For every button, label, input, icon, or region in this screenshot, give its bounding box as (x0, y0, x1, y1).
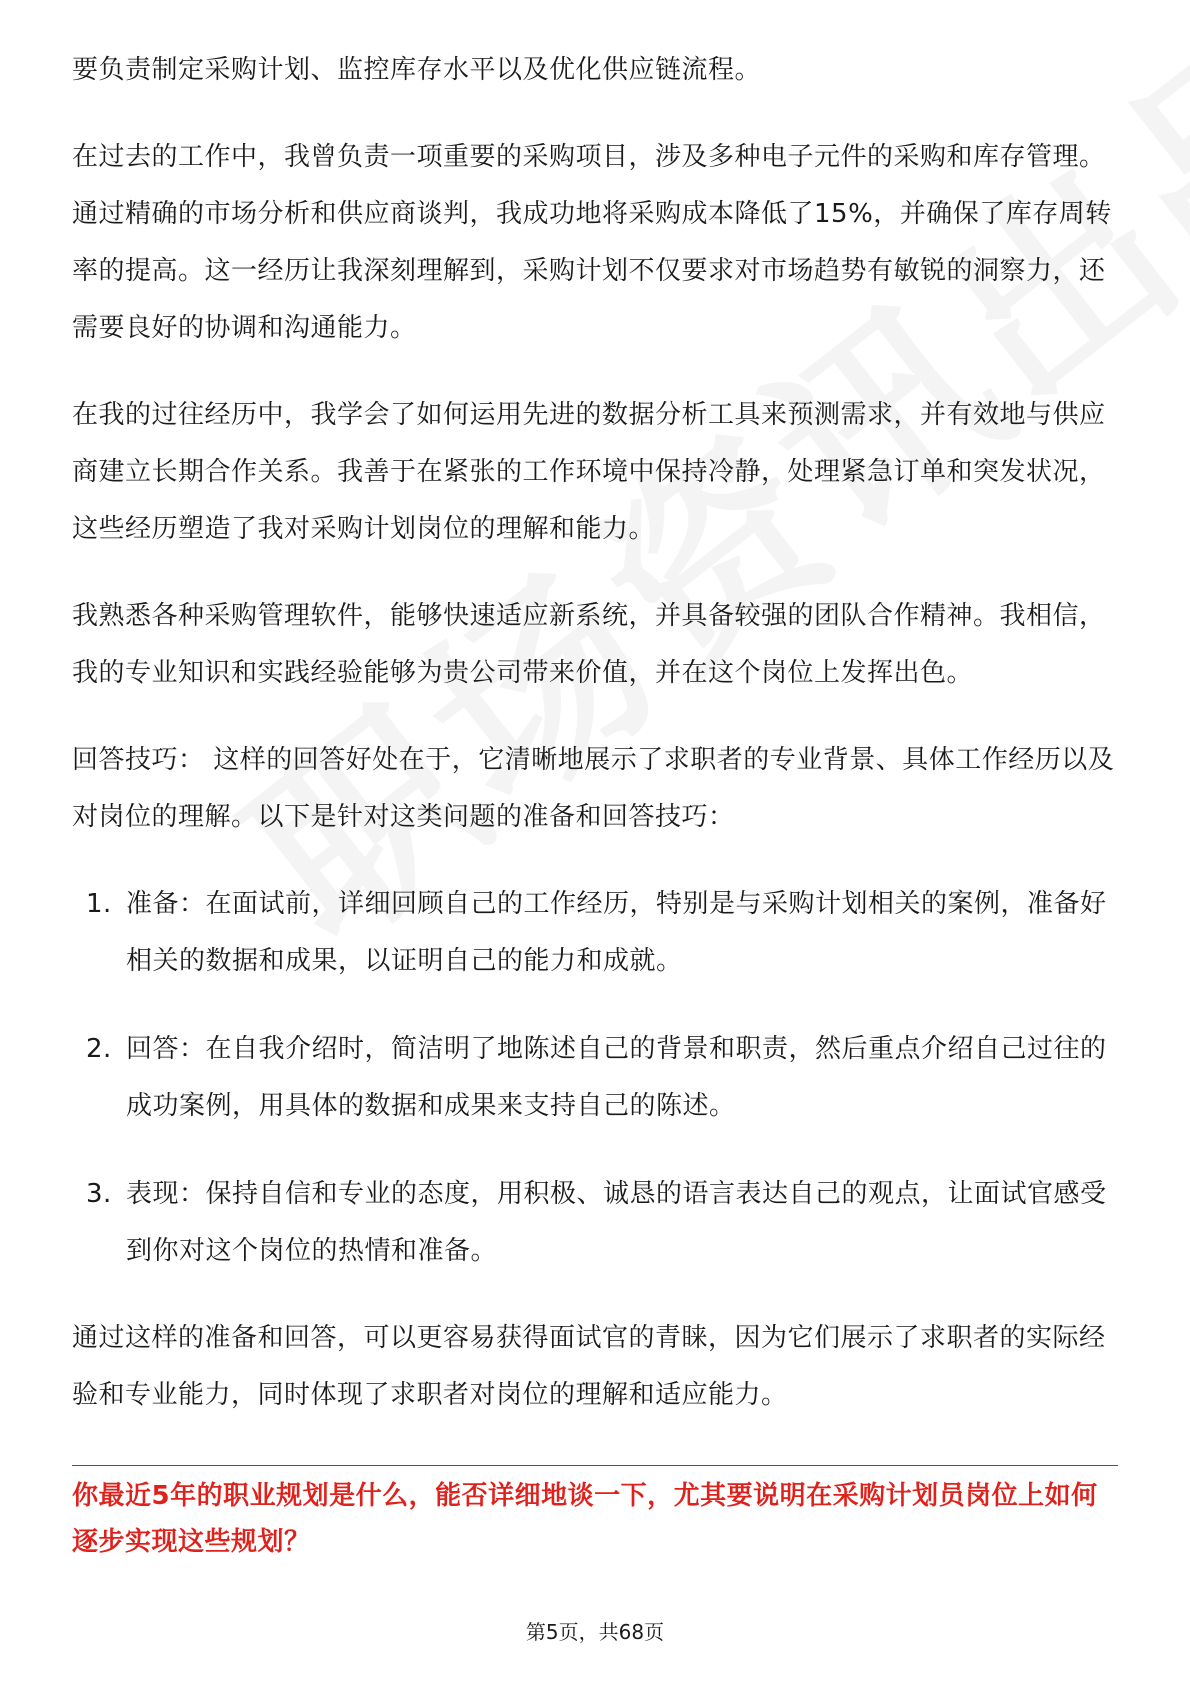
tips-list (72, 876, 1122, 1280)
list-item (72, 1021, 1122, 1135)
paragraph-closing: 我熟悉各种采购管理软件，能够快速适应新系统，并具备较强的团队合作精神。我相信，我的专业知识和实践经验能够为贵公司带来价值，并在这个岗位上发挥出色。 (72, 601, 1106, 688)
list-item (72, 1166, 1122, 1280)
paragraph-skills: 在我的过往经历中，我学会了如何运用先进的数据分析工具来预测需求，并有效地与供应商建立长期合作关系。我善于在紧张的工作环境中保持冷静，处理紧急订单和突发状况，这些经历塑造了我对采购计划岗位的理解和能力。 (72, 400, 1106, 544)
page-number: 第5页，共68页 (525, 1620, 665, 1644)
paragraph-summary: 通过这样的准备和回答，可以更容易获得面试官的青睐，因为它们展示了求职者的实际经验和专业能力，同时体现了求职者对岗位的理解和适应能力。 (72, 1323, 1106, 1410)
next-question-heading: 你最近5年的职业规划是什么，能否详细地谈一下，尤其要说明在采购计划员岗位上如何逐步实现这些规划？ (72, 1481, 1098, 1557)
list-number: 3. (86, 1179, 112, 1209)
answer-content (72, 42, 1122, 1424)
paragraph-answer-tips: 回答技巧： 这样的回答好处在于，它清晰地展示了求职者的专业背景、具体工作经历以及对岗位的理解。以下是针对这类问题的准备和回答技巧： (72, 745, 1115, 832)
list-number: 1. (86, 889, 112, 919)
list-number: 2. (86, 1034, 112, 1064)
paragraph-intro-tail: 要负责制定采购计划、监控库存水平以及优化供应链流程。 (72, 55, 762, 85)
list-item-text: 准备：在面试前，详细回顾自己的工作经历，特别是与采购计划相关的案例，准备好相关的数据和成果，以证明自己的能力和成就。 (126, 889, 1107, 976)
list-item (72, 876, 1122, 990)
paragraph-experience: 在过去的工作中，我曾负责一项重要的采购项目，涉及多种电子元件的采购和库存管理。通过精确的市场分析和供应商谈判，我成功地将采购成本降低了15%，并确保了库存周转率的提高。这一经历让我深刻理解到，采购计划不仅要求对市场趋势有敏锐的洞察力，还需要良好的协调和沟通能力。 (72, 142, 1112, 343)
list-item-text: 回答：在自我介绍时，简洁明了地陈述自己的背景和职责，然后重点介绍自己过往的成功案例，用具体的数据和成果来支持自己的陈述。 (126, 1034, 1107, 1121)
section-divider (72, 1465, 1118, 1466)
list-item-text: 表现：保持自信和专业的态度，用积极、诚恳的语言表达自己的观点，让面试官感受到你对这个岗位的热情和准备。 (126, 1179, 1107, 1266)
